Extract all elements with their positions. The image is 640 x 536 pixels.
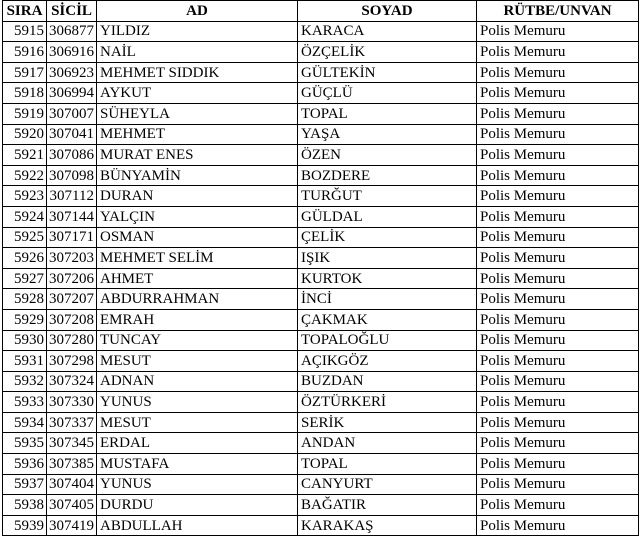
cell-ad: ADNAN bbox=[97, 371, 298, 392]
cell-sira: 5933 bbox=[3, 392, 47, 413]
cell-unvan: Polis Memuru bbox=[477, 351, 639, 372]
cell-ad: MESUT bbox=[97, 351, 298, 372]
table-row bbox=[3, 21, 639, 42]
cell-unvan: Polis Memuru bbox=[477, 206, 639, 227]
cell-sira: 5931 bbox=[3, 351, 47, 372]
cell-sicil: 307298 bbox=[47, 351, 97, 372]
cell-unvan: Polis Memuru bbox=[477, 62, 639, 83]
table-row bbox=[3, 433, 639, 454]
cell-unvan: Polis Memuru bbox=[477, 433, 639, 454]
cell-soyad: ÖZEN bbox=[298, 145, 477, 166]
cell-sira: 5932 bbox=[3, 371, 47, 392]
cell-soyad: TURĞUT bbox=[298, 186, 477, 207]
cell-sicil: 307086 bbox=[47, 145, 97, 166]
column-header-ad: AD bbox=[97, 1, 298, 22]
header-row bbox=[3, 1, 639, 22]
table-row bbox=[3, 227, 639, 248]
cell-sicil: 306923 bbox=[47, 62, 97, 83]
table-row bbox=[3, 289, 639, 310]
cell-ad: NAİL bbox=[97, 42, 298, 63]
cell-sira: 5929 bbox=[3, 309, 47, 330]
table-row bbox=[3, 474, 639, 495]
cell-sicil: 307007 bbox=[47, 103, 97, 124]
table-row bbox=[3, 515, 639, 536]
cell-unvan: Polis Memuru bbox=[477, 186, 639, 207]
cell-soyad: SERİK bbox=[298, 412, 477, 433]
cell-soyad: ÖZÇELİK bbox=[298, 42, 477, 63]
cell-unvan: Polis Memuru bbox=[477, 330, 639, 351]
cell-unvan: Polis Memuru bbox=[477, 145, 639, 166]
cell-sicil: 307385 bbox=[47, 454, 97, 475]
cell-unvan: Polis Memuru bbox=[477, 392, 639, 413]
cell-soyad: ANDAN bbox=[298, 433, 477, 454]
cell-ad: YUNUS bbox=[97, 392, 298, 413]
table-row bbox=[3, 248, 639, 269]
cell-sira: 5917 bbox=[3, 62, 47, 83]
cell-unvan: Polis Memuru bbox=[477, 515, 639, 536]
cell-ad: EMRAH bbox=[97, 309, 298, 330]
cell-ad: MEHMET bbox=[97, 124, 298, 145]
cell-ad: AYKUT bbox=[97, 83, 298, 104]
cell-sicil: 307208 bbox=[47, 309, 97, 330]
column-header-sira: SIRA bbox=[3, 1, 47, 22]
cell-soyad: BOZDERE bbox=[298, 165, 477, 186]
table-row bbox=[3, 454, 639, 475]
table-row bbox=[3, 206, 639, 227]
cell-sicil: 307098 bbox=[47, 165, 97, 186]
cell-sira: 5919 bbox=[3, 103, 47, 124]
cell-unvan: Polis Memuru bbox=[477, 474, 639, 495]
cell-sicil: 307207 bbox=[47, 289, 97, 310]
cell-soyad: TOPAL bbox=[298, 454, 477, 475]
table-row bbox=[3, 371, 639, 392]
cell-soyad: ÖZTÜRKERİ bbox=[298, 392, 477, 413]
table-row bbox=[3, 495, 639, 516]
cell-sira: 5924 bbox=[3, 206, 47, 227]
cell-soyad: KARACA bbox=[298, 21, 477, 42]
cell-ad: YALÇIN bbox=[97, 206, 298, 227]
cell-soyad: GÜÇLÜ bbox=[298, 83, 477, 104]
cell-soyad: ÇELİK bbox=[298, 227, 477, 248]
cell-unvan: Polis Memuru bbox=[477, 495, 639, 516]
cell-soyad: AÇIKGÖZ bbox=[298, 351, 477, 372]
cell-unvan: Polis Memuru bbox=[477, 268, 639, 289]
cell-ad: MEHMET SIDDIK bbox=[97, 62, 298, 83]
cell-soyad: BAĞATIR bbox=[298, 495, 477, 516]
cell-ad: MUSTAFA bbox=[97, 454, 298, 475]
cell-unvan: Polis Memuru bbox=[477, 165, 639, 186]
cell-sira: 5927 bbox=[3, 268, 47, 289]
cell-unvan: Polis Memuru bbox=[477, 227, 639, 248]
cell-ad: SÜHEYLA bbox=[97, 103, 298, 124]
table-row bbox=[3, 62, 639, 83]
cell-sicil: 307419 bbox=[47, 515, 97, 536]
cell-sicil: 307206 bbox=[47, 268, 97, 289]
cell-sicil: 307280 bbox=[47, 330, 97, 351]
cell-sira: 5926 bbox=[3, 248, 47, 269]
cell-ad: BÜNYAMİN bbox=[97, 165, 298, 186]
cell-soyad: CANYURT bbox=[298, 474, 477, 495]
cell-sicil: 307041 bbox=[47, 124, 97, 145]
cell-sira: 5934 bbox=[3, 412, 47, 433]
cell-sira: 5925 bbox=[3, 227, 47, 248]
column-header-soyad: SOYAD bbox=[298, 1, 477, 22]
cell-sira: 5938 bbox=[3, 495, 47, 516]
cell-soyad: GÜLTEKİN bbox=[298, 62, 477, 83]
table-row bbox=[3, 268, 639, 289]
cell-unvan: Polis Memuru bbox=[477, 42, 639, 63]
cell-sicil: 307324 bbox=[47, 371, 97, 392]
cell-sira: 5923 bbox=[3, 186, 47, 207]
table-row bbox=[3, 145, 639, 166]
table-row bbox=[3, 103, 639, 124]
cell-unvan: Polis Memuru bbox=[477, 289, 639, 310]
cell-soyad: TOPALOĞLU bbox=[298, 330, 477, 351]
column-header-unvan: RÜTBE/UNVAN bbox=[477, 1, 639, 22]
cell-ad: AHMET bbox=[97, 268, 298, 289]
cell-ad: DURDU bbox=[97, 495, 298, 516]
cell-unvan: Polis Memuru bbox=[477, 248, 639, 269]
cell-unvan: Polis Memuru bbox=[477, 83, 639, 104]
cell-soyad: GÜLDAL bbox=[298, 206, 477, 227]
cell-soyad: ÇAKMAK bbox=[298, 309, 477, 330]
table-row bbox=[3, 330, 639, 351]
table-row bbox=[3, 186, 639, 207]
cell-sicil: 306877 bbox=[47, 21, 97, 42]
cell-unvan: Polis Memuru bbox=[477, 309, 639, 330]
table-row bbox=[3, 392, 639, 413]
cell-sicil: 307330 bbox=[47, 392, 97, 413]
cell-sira: 5915 bbox=[3, 21, 47, 42]
cell-sira: 5921 bbox=[3, 145, 47, 166]
cell-soyad: YAŞA bbox=[298, 124, 477, 145]
cell-soyad: İNCİ bbox=[298, 289, 477, 310]
cell-sira: 5920 bbox=[3, 124, 47, 145]
cell-ad: ABDURRAHMAN bbox=[97, 289, 298, 310]
cell-ad: ABDULLAH bbox=[97, 515, 298, 536]
cell-unvan: Polis Memuru bbox=[477, 371, 639, 392]
cell-unvan: Polis Memuru bbox=[477, 103, 639, 124]
cell-sira: 5930 bbox=[3, 330, 47, 351]
cell-sicil: 306916 bbox=[47, 42, 97, 63]
table-row bbox=[3, 42, 639, 63]
cell-sicil: 306994 bbox=[47, 83, 97, 104]
cell-sicil: 307144 bbox=[47, 206, 97, 227]
cell-soyad: KARAKAŞ bbox=[298, 515, 477, 536]
table-body bbox=[3, 21, 639, 536]
table-row bbox=[3, 83, 639, 104]
cell-sira: 5935 bbox=[3, 433, 47, 454]
cell-ad: YUNUS bbox=[97, 474, 298, 495]
cell-sira: 5922 bbox=[3, 165, 47, 186]
personnel-table bbox=[2, 0, 639, 536]
cell-ad: DURAN bbox=[97, 186, 298, 207]
cell-sicil: 307345 bbox=[47, 433, 97, 454]
table-row bbox=[3, 309, 639, 330]
cell-soyad: BUZDAN bbox=[298, 371, 477, 392]
table-row bbox=[3, 165, 639, 186]
cell-unvan: Polis Memuru bbox=[477, 454, 639, 475]
cell-sicil: 307404 bbox=[47, 474, 97, 495]
cell-ad: TUNCAY bbox=[97, 330, 298, 351]
cell-sira: 5916 bbox=[3, 42, 47, 63]
cell-sicil: 307337 bbox=[47, 412, 97, 433]
table-row bbox=[3, 351, 639, 372]
cell-ad: MESUT bbox=[97, 412, 298, 433]
cell-unvan: Polis Memuru bbox=[477, 124, 639, 145]
column-header-sicil: SİCİL bbox=[47, 1, 97, 22]
cell-unvan: Polis Memuru bbox=[477, 412, 639, 433]
cell-sicil: 307112 bbox=[47, 186, 97, 207]
cell-ad: YILDIZ bbox=[97, 21, 298, 42]
table-row bbox=[3, 124, 639, 145]
cell-unvan: Polis Memuru bbox=[477, 21, 639, 42]
cell-soyad: KURTOK bbox=[298, 268, 477, 289]
cell-sicil: 307203 bbox=[47, 248, 97, 269]
cell-soyad: TOPAL bbox=[298, 103, 477, 124]
cell-ad: MURAT ENES bbox=[97, 145, 298, 166]
cell-ad: ERDAL bbox=[97, 433, 298, 454]
cell-sira: 5928 bbox=[3, 289, 47, 310]
cell-sira: 5936 bbox=[3, 454, 47, 475]
cell-soyad: IŞIK bbox=[298, 248, 477, 269]
cell-ad: OSMAN bbox=[97, 227, 298, 248]
cell-sicil: 307405 bbox=[47, 495, 97, 516]
cell-sira: 5939 bbox=[3, 515, 47, 536]
cell-sira: 5918 bbox=[3, 83, 47, 104]
cell-sira: 5937 bbox=[3, 474, 47, 495]
cell-ad: MEHMET SELİM bbox=[97, 248, 298, 269]
table-row bbox=[3, 412, 639, 433]
cell-sicil: 307171 bbox=[47, 227, 97, 248]
